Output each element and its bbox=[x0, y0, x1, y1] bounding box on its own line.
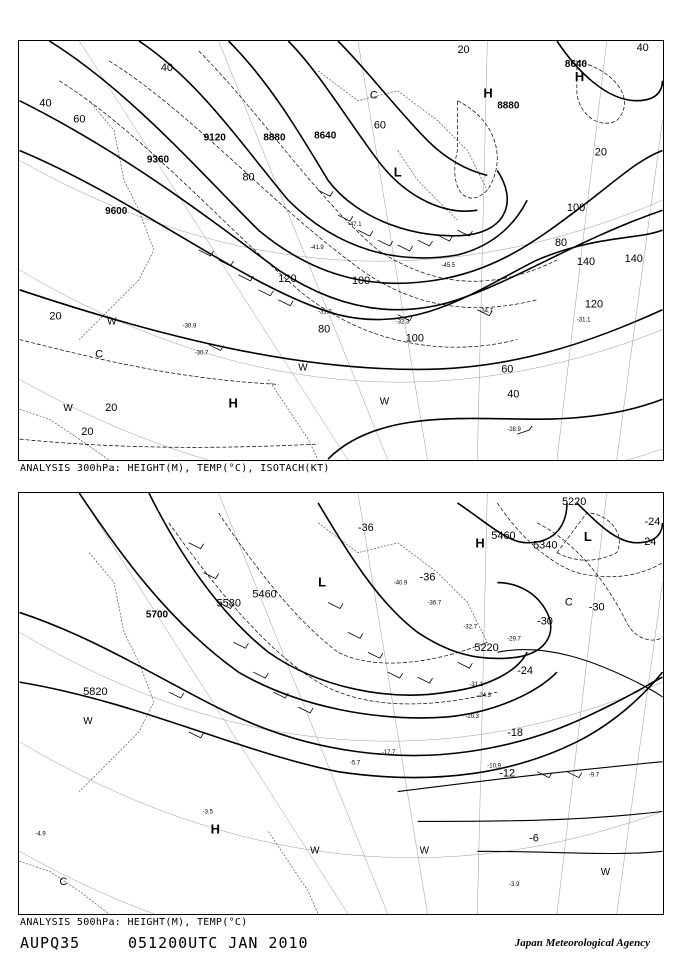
isotach-label: 20 bbox=[457, 43, 470, 56]
high-pressure-symbol: H bbox=[475, 535, 485, 551]
height-contours-500 bbox=[20, 493, 663, 778]
height-label: 5820 bbox=[83, 686, 108, 699]
temp-value: -5.7 bbox=[349, 760, 361, 767]
high-pressure-symbol: H bbox=[210, 821, 220, 837]
height-label: 8880 bbox=[497, 100, 520, 112]
isotach-label: 40 bbox=[39, 97, 52, 110]
temp-value: -47.1 bbox=[347, 222, 362, 229]
cold-center-symbol: C bbox=[95, 348, 104, 361]
temp-value: -31.9 bbox=[318, 309, 332, 316]
isotherm-label: -24 bbox=[640, 535, 657, 548]
isotach-label: 100 bbox=[566, 202, 586, 215]
temp-value: -3.5 bbox=[202, 809, 213, 816]
isotach-label: 40 bbox=[160, 61, 174, 74]
temp-value: -31.1 bbox=[469, 682, 483, 689]
high-pressure-symbol: H bbox=[483, 85, 493, 101]
map-300hpa-svg bbox=[19, 41, 663, 460]
temp-value: -31.1 bbox=[576, 317, 591, 324]
isotherm-label: -36 bbox=[419, 571, 436, 584]
isotach-label: 80 bbox=[242, 171, 255, 184]
isotach-label: 80 bbox=[554, 237, 568, 250]
cold-center-symbol: C bbox=[564, 596, 573, 609]
temp-value: -32.7 bbox=[463, 624, 478, 631]
temp-value: -36.7 bbox=[427, 600, 442, 607]
high-pressure-symbol: H bbox=[574, 68, 585, 84]
warm-center-symbol: W bbox=[63, 403, 73, 415]
warm-center-symbol: W bbox=[83, 715, 93, 727]
height-label: 9600 bbox=[105, 206, 128, 218]
isotherm-label: -36 bbox=[357, 521, 374, 534]
isotach-label: 40 bbox=[507, 388, 520, 401]
isotherm-label: -6 bbox=[529, 832, 539, 845]
low-pressure-symbol: L bbox=[318, 574, 327, 590]
height-contours-300 bbox=[20, 41, 663, 459]
chart-code: AUPQ35 bbox=[20, 934, 81, 952]
height-label: 8640 bbox=[314, 130, 337, 142]
height-label: 9360 bbox=[146, 154, 170, 166]
temp-value: -41.9 bbox=[310, 245, 324, 252]
warm-center-symbol: W bbox=[298, 362, 308, 374]
isotach-label: 100 bbox=[405, 332, 424, 345]
warm-center-symbol: W bbox=[600, 867, 611, 879]
graticule-500 bbox=[20, 493, 663, 914]
isotach-label: 40 bbox=[636, 41, 649, 54]
temp-value: -3.9 bbox=[509, 882, 520, 889]
valid-time: 051200UTC JAN 2010 bbox=[128, 934, 309, 952]
height-label: 5580 bbox=[216, 597, 241, 610]
isotach-label: 60 bbox=[73, 113, 86, 126]
temp-value: -29.7 bbox=[507, 636, 521, 643]
cold-center-symbol: C bbox=[369, 89, 378, 102]
map-panel-300hpa bbox=[18, 40, 664, 461]
warm-center-symbol: W bbox=[379, 396, 390, 408]
isotach-label: 60 bbox=[373, 119, 387, 132]
caption-500hpa: ANALYSIS 500hPa: HEIGHT(M), TEMP(°C) bbox=[20, 917, 248, 928]
temp-value: -34.7 bbox=[479, 308, 493, 315]
isotach-label: 80 bbox=[318, 323, 331, 336]
temp-value: -17.7 bbox=[381, 749, 396, 756]
isotach-label: 120 bbox=[278, 272, 297, 285]
height-label: 9120 bbox=[203, 132, 226, 144]
isotach-label: 60 bbox=[501, 363, 514, 376]
temp-value: -40.9 bbox=[393, 580, 408, 587]
height-label: 8880 bbox=[263, 132, 286, 144]
height-label: 5340 bbox=[533, 539, 558, 552]
temp-value: -28.9 bbox=[507, 427, 521, 434]
warm-center-symbol: W bbox=[107, 316, 117, 328]
isotherm-label: -12 bbox=[499, 767, 516, 780]
temp-value: -20.3 bbox=[465, 713, 480, 720]
isotherm-label: -30 bbox=[588, 601, 605, 614]
map-panel-500hpa bbox=[18, 492, 664, 915]
low-pressure-symbol: L bbox=[393, 164, 402, 180]
isotherm-label: -30 bbox=[537, 615, 553, 628]
isotach-label: 20 bbox=[105, 402, 118, 415]
low-pressure-symbol: L bbox=[583, 528, 592, 544]
height-label: 8640 bbox=[564, 58, 588, 70]
height-label: 5220 bbox=[474, 642, 499, 655]
caption-300hpa: ANALYSIS 300hPa: HEIGHT(M), TEMP(°C), ISOTACH(KT) bbox=[20, 463, 330, 474]
isotherm-label: -24 bbox=[517, 665, 533, 678]
isotherm-label: -24 bbox=[644, 515, 661, 528]
isotach-label: 140 bbox=[576, 255, 596, 268]
height-label: 5460 bbox=[252, 588, 277, 601]
isotach-label: 20 bbox=[49, 310, 62, 323]
warm-center-symbol: W bbox=[419, 845, 430, 857]
isotherm-solid-500 bbox=[398, 650, 663, 857]
isotach-label: 100 bbox=[351, 274, 371, 287]
cold-center-symbol: C bbox=[59, 876, 68, 889]
temp-value: -30.9 bbox=[182, 323, 197, 330]
isotach-label: 120 bbox=[584, 298, 604, 311]
agency-name: Japan Meteorological Agency bbox=[514, 937, 650, 949]
map-500hpa-svg bbox=[19, 493, 663, 914]
temp-value: -24.3 bbox=[477, 693, 491, 700]
height-label: 5700 bbox=[145, 609, 169, 621]
temp-value: -9.7 bbox=[588, 772, 600, 779]
warm-center-symbol: W bbox=[310, 845, 320, 857]
temp-value: -45.5 bbox=[441, 262, 456, 269]
temp-value: -32.3 bbox=[395, 319, 410, 326]
temp-value: -10.9 bbox=[487, 763, 501, 770]
high-pressure-symbol: H bbox=[228, 395, 238, 411]
temp-value: -30.7 bbox=[194, 350, 209, 357]
isotach-label: 20 bbox=[81, 426, 94, 439]
temp-value: -4.9 bbox=[35, 831, 46, 838]
isotherm-label: -18 bbox=[507, 726, 524, 739]
height-label: 5220 bbox=[561, 495, 587, 508]
isotach-label: 20 bbox=[594, 146, 607, 159]
isotach-label: 140 bbox=[624, 252, 643, 265]
height-label: 5460 bbox=[491, 529, 516, 542]
